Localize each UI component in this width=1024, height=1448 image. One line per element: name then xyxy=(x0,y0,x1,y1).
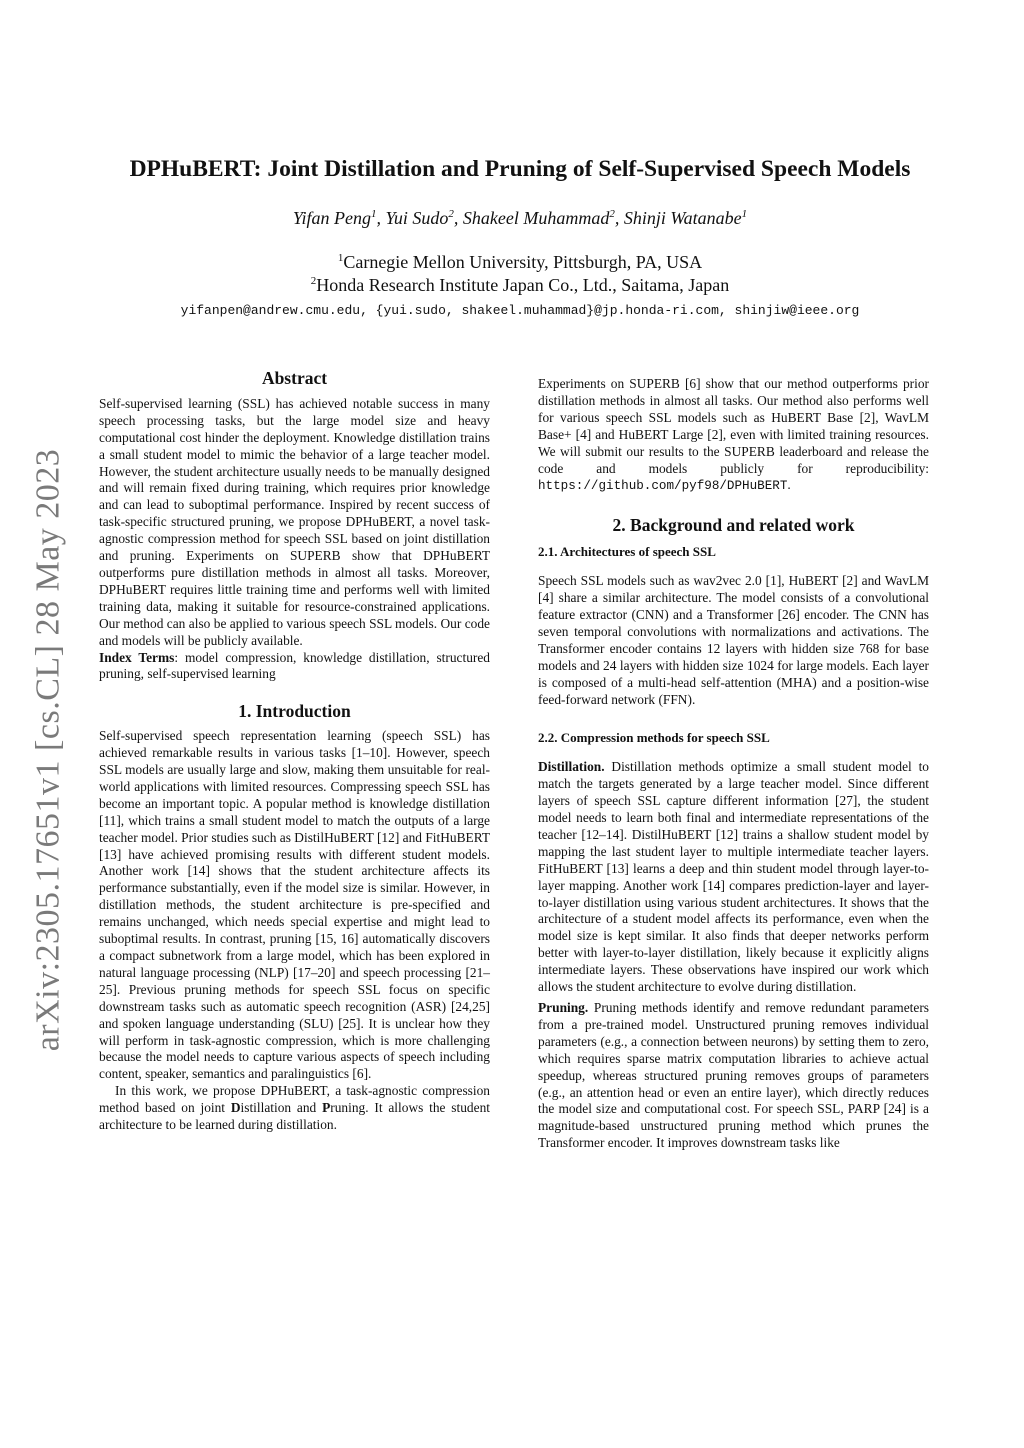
arxiv-identifier-sidebar xyxy=(18,440,78,1060)
introduction-paragraph-2 xyxy=(99,1083,490,1134)
index-terms-label: Index Terms xyxy=(99,649,175,665)
intro-bold-letter-p: P xyxy=(322,1100,331,1116)
introduction-paragraph-1: Self-supervised speech representation learning (speech SSL) has achieved remarkable results in various tasks [1–10]. However, speech SSL models are usually large and slow, making them unsuitable for real-world applications with limited resources. Compressing speech SSL has become an important topic. A popular method is knowledge distillation [11], which trains a small student model to match the outputs of a large teacher model. Prior studies such as DistilHuBERT [12] and FitHuBERT [13] have achieved promising results with different student models. Another work [14] shows that the student architecture affects its performance substantially, even if the model size is similar. However, in distillation methods, the student architecture is pre-specified and remains unchanged, which needs special expertise and might lead to suboptimal results. In contrast, pruning [15, 16] automatically discovers a compact subnetwork from a large model, which has been explored in natural language processing (NLP) [17–20] and speech processing [21–25]. Previous pruning methods for speech SSL focus on specific downstream tasks such as automatic speech recognition (ASR) [24,25] and spoken language understanding (SLU) [25]. It is unclear how they will perform in task-agnostic compression, which is more challenging because the model needs to capture various aspects of speech including content, speaker, semantics and paralinguistics [6]. xyxy=(99,728,490,1082)
author-list: Yifan Peng$^1$, Yui Sudo$^2$, Shakeel Muhammad$^2$, Shinji Watanabe$^1$ xyxy=(292,208,748,228)
right-column xyxy=(538,376,929,1152)
abstract-text: Self-supervised learning (SSL) has achieved notable success in many speech processing tasks, but the large model size and heavy computational cost hinder the deployment. Knowledge distillation trains a small student model to mimic the behavior of a large teacher model. However, the student architecture usually needs to be manually designed and will remain fixed during training, which requires prior knowledge and can lead to suboptimal performance. Inspired by recent success of task-specific structured pruning, we propose DPHuBERT, a novel task-agnostic compression method for speech SSL based on joint distillation and pruning. Experiments on SUPERB show that DPHuBERT outperforms pure distillation methods in almost all tasks. Moreover, DPHuBERT requires little training time and performs well with limited training data, making it suitable for resource-constrained applications. Our method can also be applied to various speech SSL models. Our code and models will be publicly available. xyxy=(99,395,490,648)
code-url-link[interactable]: https://github.com/pyf98/DPHuBERT xyxy=(538,479,788,494)
intro-text-segment: runing. It allows the student architecture to be learned during distillation. xyxy=(99,1100,490,1133)
intro-continuation-end: . xyxy=(787,477,791,493)
author-name: Yifan Peng xyxy=(292,208,371,228)
author-emails: yifanpen@andrew.cmu.edu, {yui.sudo, shakeel.muhammad}@jp.honda-ri.com, shinjiw@ieee.org xyxy=(180,303,860,318)
left-column xyxy=(99,370,490,1134)
distillation-paragraph xyxy=(538,759,929,996)
abstract-heading: Abstract xyxy=(261,368,328,388)
affiliation-mark: 2 xyxy=(310,275,317,287)
intro-text-segment: In this work, we propose DPHuBERT, a task-agnostic compression method based on joint xyxy=(99,1083,490,1116)
affiliation-mark: 1 xyxy=(741,208,748,220)
subsection-architectures-heading: 2.1. Architectures of speech SSL xyxy=(538,544,716,560)
distillation-label: Distillation. xyxy=(538,759,605,775)
affiliation-mark: 2 xyxy=(448,208,454,220)
introduction-heading: 1. Introduction xyxy=(238,701,351,722)
intro-continuation-text: Experiments on SUPERB [6] show that our method outperforms prior distillation methods in almost all tasks. Our method also performs well for various speech SSL models such as HuBERT Base [2], WavLM Base+ [4] and HuBERT Large [2], even with limited training resources. We will submit our results to the SUPERB leaderboard and release the code and models publicly for reproducibility: xyxy=(538,376,929,476)
affiliation-honda xyxy=(60,275,980,296)
pruning-label: Pruning. xyxy=(538,1000,589,1015)
affiliation-text: Carnegie Mellon University, Pittsburgh, PA, USA xyxy=(343,252,703,272)
pruning-paragraph xyxy=(538,1000,929,1152)
index-terms-text: : model compression, knowledge distillation, structured pruning, self-supervised learning xyxy=(99,649,490,682)
affiliation-mark: 1 xyxy=(337,252,344,264)
architectures-paragraph: Speech SSL models such as wav2vec 2.0 [1], HuBERT [2] and WavLM [4] share a similar architecture. The model consists of a convolutional feature extractor (CNN) and a Transformer [26] encoder. The CNN has seven temporal convolutions with normalizations and activations. The Transformer encoder contains 12 layers with hidden size 768 for base models and 24 layers with hidden size 1024 for large models. Each layer is composed of a multi-head self-attention (MHA) and a position-wise feed-forward network (FFN). xyxy=(538,573,929,707)
author-name: Shinji Watanabe xyxy=(623,208,742,228)
introduction-continuation xyxy=(538,376,929,495)
affiliation-mark: 2 xyxy=(609,208,615,220)
intro-bold-letter-d: D xyxy=(230,1100,241,1116)
index-terms xyxy=(99,650,490,684)
affiliation-mark: 1 xyxy=(371,208,377,220)
affiliation-cmu xyxy=(60,252,980,273)
author-name: Shakeel Muhammad xyxy=(462,208,610,228)
distillation-text: Distillation methods optimize a small student model to match the targets generated by a large teacher model. Since different layers of speech SSL capture different information [27], the student model needs to learn both final and intermediate representations of the teacher [12–14]. DistilHuBERT [12] trains a shallow student model by mapping the last student layer to multiple intermediate teacher layers. FitHuBERT [13] learns a deep and thin student model through layer-to-layer mapping. Another work [14] compares prediction-layer and layer-to-layer distillation using various student architectures. It shows that the architecture of a student model affects its performance, even when the model size is kept similar. It also finds that deeper networks perform better with layer-to-layer distillation, likely because it explicitly aligns intermediate layers. These observations have inspired our work which allows the student architecture to evolve during distillation. xyxy=(538,759,929,995)
paper-title: DPHuBERT: Joint Distillation and Pruning of Self-Supervised Speech Models xyxy=(129,156,911,182)
arxiv-id-text: arXiv:2305.17651v1 [cs.CL] 28 May 2023 xyxy=(29,448,67,1052)
subsection-compression-heading: 2.2. Compression methods for speech SSL xyxy=(538,730,770,746)
affiliation-text: Honda Research Institute Japan Co., Ltd., Saitama, Japan xyxy=(316,275,730,295)
pruning-text: Pruning methods identify and remove redundant parameters from a pre-trained model. Unstructured pruning removes individual parameters (e.g., a connection between neurons) by setting them to zero, which requires sparse matrix computation libraries to achieve actual speedup, whereas structured pruning removes groups of parameters (e.g., an attention head or even an entire layer), which directly reduces the model size and computational cost. For speech SSL, PARP [24] is a magnitude-based unstructured pruning method which prunes the Transformer encoder. It improves downstream tasks like xyxy=(538,1000,929,1151)
intro-text-segment: istillation and xyxy=(240,1100,323,1116)
background-heading: 2. Background and related work xyxy=(612,515,855,536)
author-name: Yui Sudo xyxy=(385,208,449,228)
